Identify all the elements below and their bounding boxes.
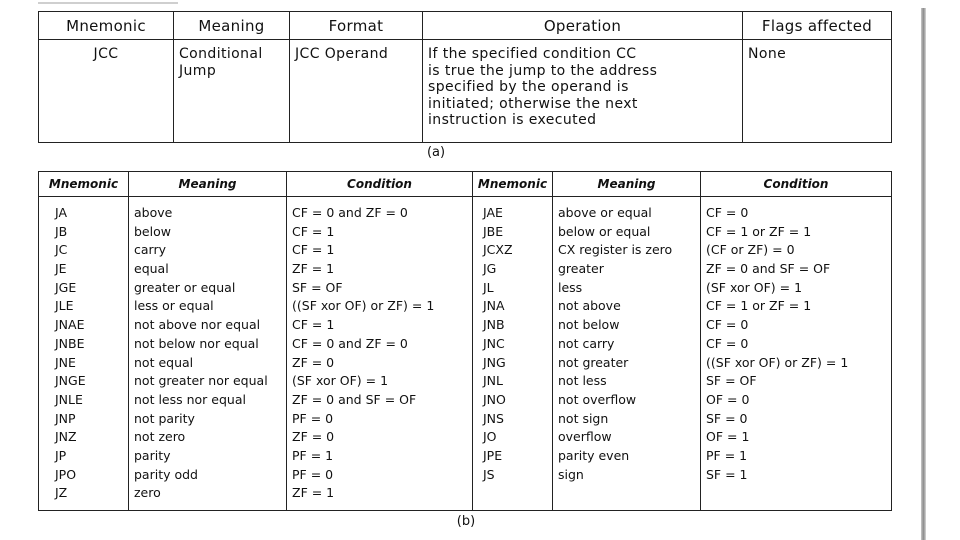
condition-entry: SF = OF: [292, 279, 343, 295]
meaning-entry: parity odd: [134, 466, 198, 482]
table-b-header-row: [39, 172, 892, 197]
meaning-entry: not greater nor equal: [134, 373, 268, 389]
condition-entry: PF = 1: [292, 447, 334, 463]
cell-meaning: [174, 40, 290, 143]
condition-entry: CF = 1: [292, 317, 335, 333]
meaning-entry: greater or equal: [134, 279, 236, 295]
meaning-entry: overflow: [558, 429, 612, 445]
meaning-entry: not sign: [558, 410, 609, 426]
mnemonic-entry: JPO: [55, 466, 77, 482]
meaning-entry: CX register is zero: [558, 242, 673, 258]
mnemonic-entry: JNE: [55, 354, 76, 370]
right-mnemonic-column: [473, 197, 553, 511]
meaning-entry: not below nor equal: [134, 335, 259, 351]
cell-operation: [423, 40, 743, 143]
mnemonic-entry: JP: [55, 447, 67, 463]
operation-line: If the specified condition CC: [428, 46, 637, 62]
header-mnemonic-right: Mnemonic: [473, 172, 553, 197]
mnemonic-entry: JBE: [483, 223, 504, 239]
operation-line: specified by the operand is: [428, 79, 629, 95]
condition-entry: (SF xor OF) = 1: [706, 279, 803, 295]
mnemonic-entry: JA: [55, 205, 68, 220]
mnemonic-entry: JNAE: [55, 317, 85, 333]
condition-entry: CF = 0: [706, 205, 749, 220]
meaning-line: Jump: [179, 62, 217, 79]
mnemonic-entry: JAE: [483, 205, 503, 220]
cell-mnemonic: JCC: [39, 40, 174, 143]
mnemonic-entry: JNP: [55, 410, 76, 426]
condition-entry: ((SF xor OF) or ZF) = 1: [706, 354, 849, 370]
condition-entry: ZF = 0: [292, 429, 335, 445]
jcc-summary-table: [38, 11, 892, 143]
condition-entry: PF = 0: [292, 466, 334, 482]
mnemonic-entry: JNZ: [55, 429, 77, 445]
condition-entry: CF = 0 and ZF = 0: [292, 335, 408, 351]
top-decoration-line: [38, 2, 178, 4]
header-meaning-right: Meaning: [553, 172, 701, 197]
condition-entry: CF = 0: [706, 335, 749, 351]
condition-entry: SF = OF: [706, 373, 757, 389]
left-condition-column: [287, 197, 473, 511]
meaning-entry: not above: [558, 298, 621, 314]
meaning-entry: equal: [134, 261, 169, 277]
conditional-jump-table: [38, 171, 892, 511]
meaning-entry: not carry: [558, 335, 615, 351]
mnemonic-entry: JE: [55, 261, 67, 277]
mnemonic-entry: JPE: [483, 447, 503, 463]
caption-b: (b): [456, 514, 476, 529]
condition-entry: ZF = 0 and SF = OF: [706, 261, 831, 277]
meaning-entry: zero: [134, 485, 161, 501]
condition-entry: CF = 1 or ZF = 1: [706, 298, 812, 314]
operation-line: instruction is executed: [428, 112, 597, 128]
meaning-entry: not less: [558, 373, 607, 389]
mnemonic-entry: JC: [55, 242, 68, 258]
header-flags-affected: Flags affected: [743, 12, 892, 40]
page-edge-divider: [921, 8, 926, 540]
left-mnemonic-column: [39, 197, 129, 511]
condition-entry: ZF = 0 and SF = OF: [292, 391, 417, 407]
mnemonic-entry: JNG: [483, 354, 506, 370]
table-b-body-row: [39, 197, 892, 511]
meaning-entry: sign: [558, 466, 584, 482]
header-meaning: Meaning: [174, 12, 290, 40]
condition-entry: ZF = 1: [292, 485, 335, 501]
table-row: [39, 40, 892, 143]
meaning-entry: not above nor equal: [134, 317, 261, 333]
meaning-entry: not zero: [134, 429, 186, 445]
mnemonic-entry: JNGE: [55, 373, 86, 389]
meaning-line: Conditional: [179, 46, 263, 62]
header-meaning-left: Meaning: [129, 172, 287, 197]
condition-entry: CF = 1: [292, 223, 335, 239]
condition-entry: SF = 0: [706, 410, 748, 426]
meaning-entry: not overflow: [558, 391, 637, 407]
mnemonic-entry: JB: [55, 223, 68, 239]
condition-entry: ZF = 0: [292, 354, 335, 370]
condition-entry: ((SF xor OF) or ZF) = 1: [292, 298, 435, 314]
mnemonic-entry: JO: [483, 429, 497, 445]
right-condition-column: [701, 197, 892, 511]
meaning-entry: carry: [134, 242, 166, 258]
condition-entry: (CF or ZF) = 0: [706, 242, 795, 258]
condition-entry: CF = 0: [706, 317, 749, 333]
operation-line: initiated; otherwise the next: [428, 95, 638, 112]
header-condition-left: Condition: [287, 172, 473, 197]
header-operation: Operation: [423, 12, 743, 40]
mnemonic-entry: JNBE: [55, 335, 85, 351]
caption-a: (a): [426, 145, 446, 160]
condition-entry: (SF xor OF) = 1: [292, 373, 389, 389]
condition-entry: CF = 1 or ZF = 1: [706, 223, 812, 239]
meaning-entry: parity even: [558, 447, 630, 463]
condition-entry: PF = 1: [706, 447, 748, 463]
header-mnemonic: Mnemonic: [39, 12, 174, 40]
mnemonic-entry: JNLE: [55, 391, 83, 407]
meaning-entry: parity: [134, 447, 171, 463]
condition-entry: OF = 0: [706, 391, 750, 407]
condition-entry: PF = 0: [292, 410, 334, 426]
meaning-entry: greater: [558, 261, 604, 277]
condition-entry: SF = 1: [706, 466, 748, 482]
condition-entry: CF = 1: [292, 242, 335, 258]
mnemonic-entry: JS: [483, 466, 495, 482]
mnemonic-entry: JNO: [483, 391, 506, 407]
cell-flags: None: [743, 40, 892, 143]
left-meaning-column: [129, 197, 287, 511]
mnemonic-entry: JL: [483, 279, 494, 295]
meaning-entry: above: [134, 205, 173, 220]
table-a-header-row: [39, 12, 892, 40]
mnemonic-entry: JG: [483, 261, 497, 277]
meaning-entry: not equal: [134, 354, 194, 370]
meaning-entry: below: [134, 223, 171, 239]
meaning-entry: less or equal: [134, 298, 214, 314]
meaning-entry: above or equal: [558, 205, 652, 220]
mnemonic-entry: JNL: [483, 373, 504, 389]
mnemonic-entry: JNS: [483, 410, 504, 426]
mnemonic-entry: JNB: [483, 317, 505, 333]
mnemonic-entry: JNA: [483, 298, 505, 314]
operation-line: is true the jump to the address: [428, 62, 658, 79]
meaning-entry: not greater: [558, 354, 629, 370]
mnemonic-entry: JGE: [55, 279, 77, 295]
meaning-entry: below or equal: [558, 223, 651, 239]
meaning-entry: not parity: [134, 410, 195, 426]
cell-format: JCC Operand: [290, 40, 423, 143]
condition-entry: CF = 0 and ZF = 0: [292, 205, 408, 220]
right-meaning-column: [553, 197, 701, 511]
condition-entry: ZF = 1: [292, 261, 335, 277]
condition-entry: OF = 1: [706, 429, 750, 445]
header-format: Format: [290, 12, 423, 40]
header-condition-right: Condition: [701, 172, 892, 197]
mnemonic-entry: JLE: [55, 298, 74, 314]
mnemonic-entry: JZ: [55, 485, 68, 501]
mnemonic-entry: JNC: [483, 335, 505, 351]
meaning-entry: not less nor equal: [134, 391, 246, 407]
meaning-entry: not below: [558, 317, 620, 333]
meaning-entry: less: [558, 279, 583, 295]
header-mnemonic-left: Mnemonic: [39, 172, 129, 197]
mnemonic-entry: JCXZ: [483, 242, 513, 258]
